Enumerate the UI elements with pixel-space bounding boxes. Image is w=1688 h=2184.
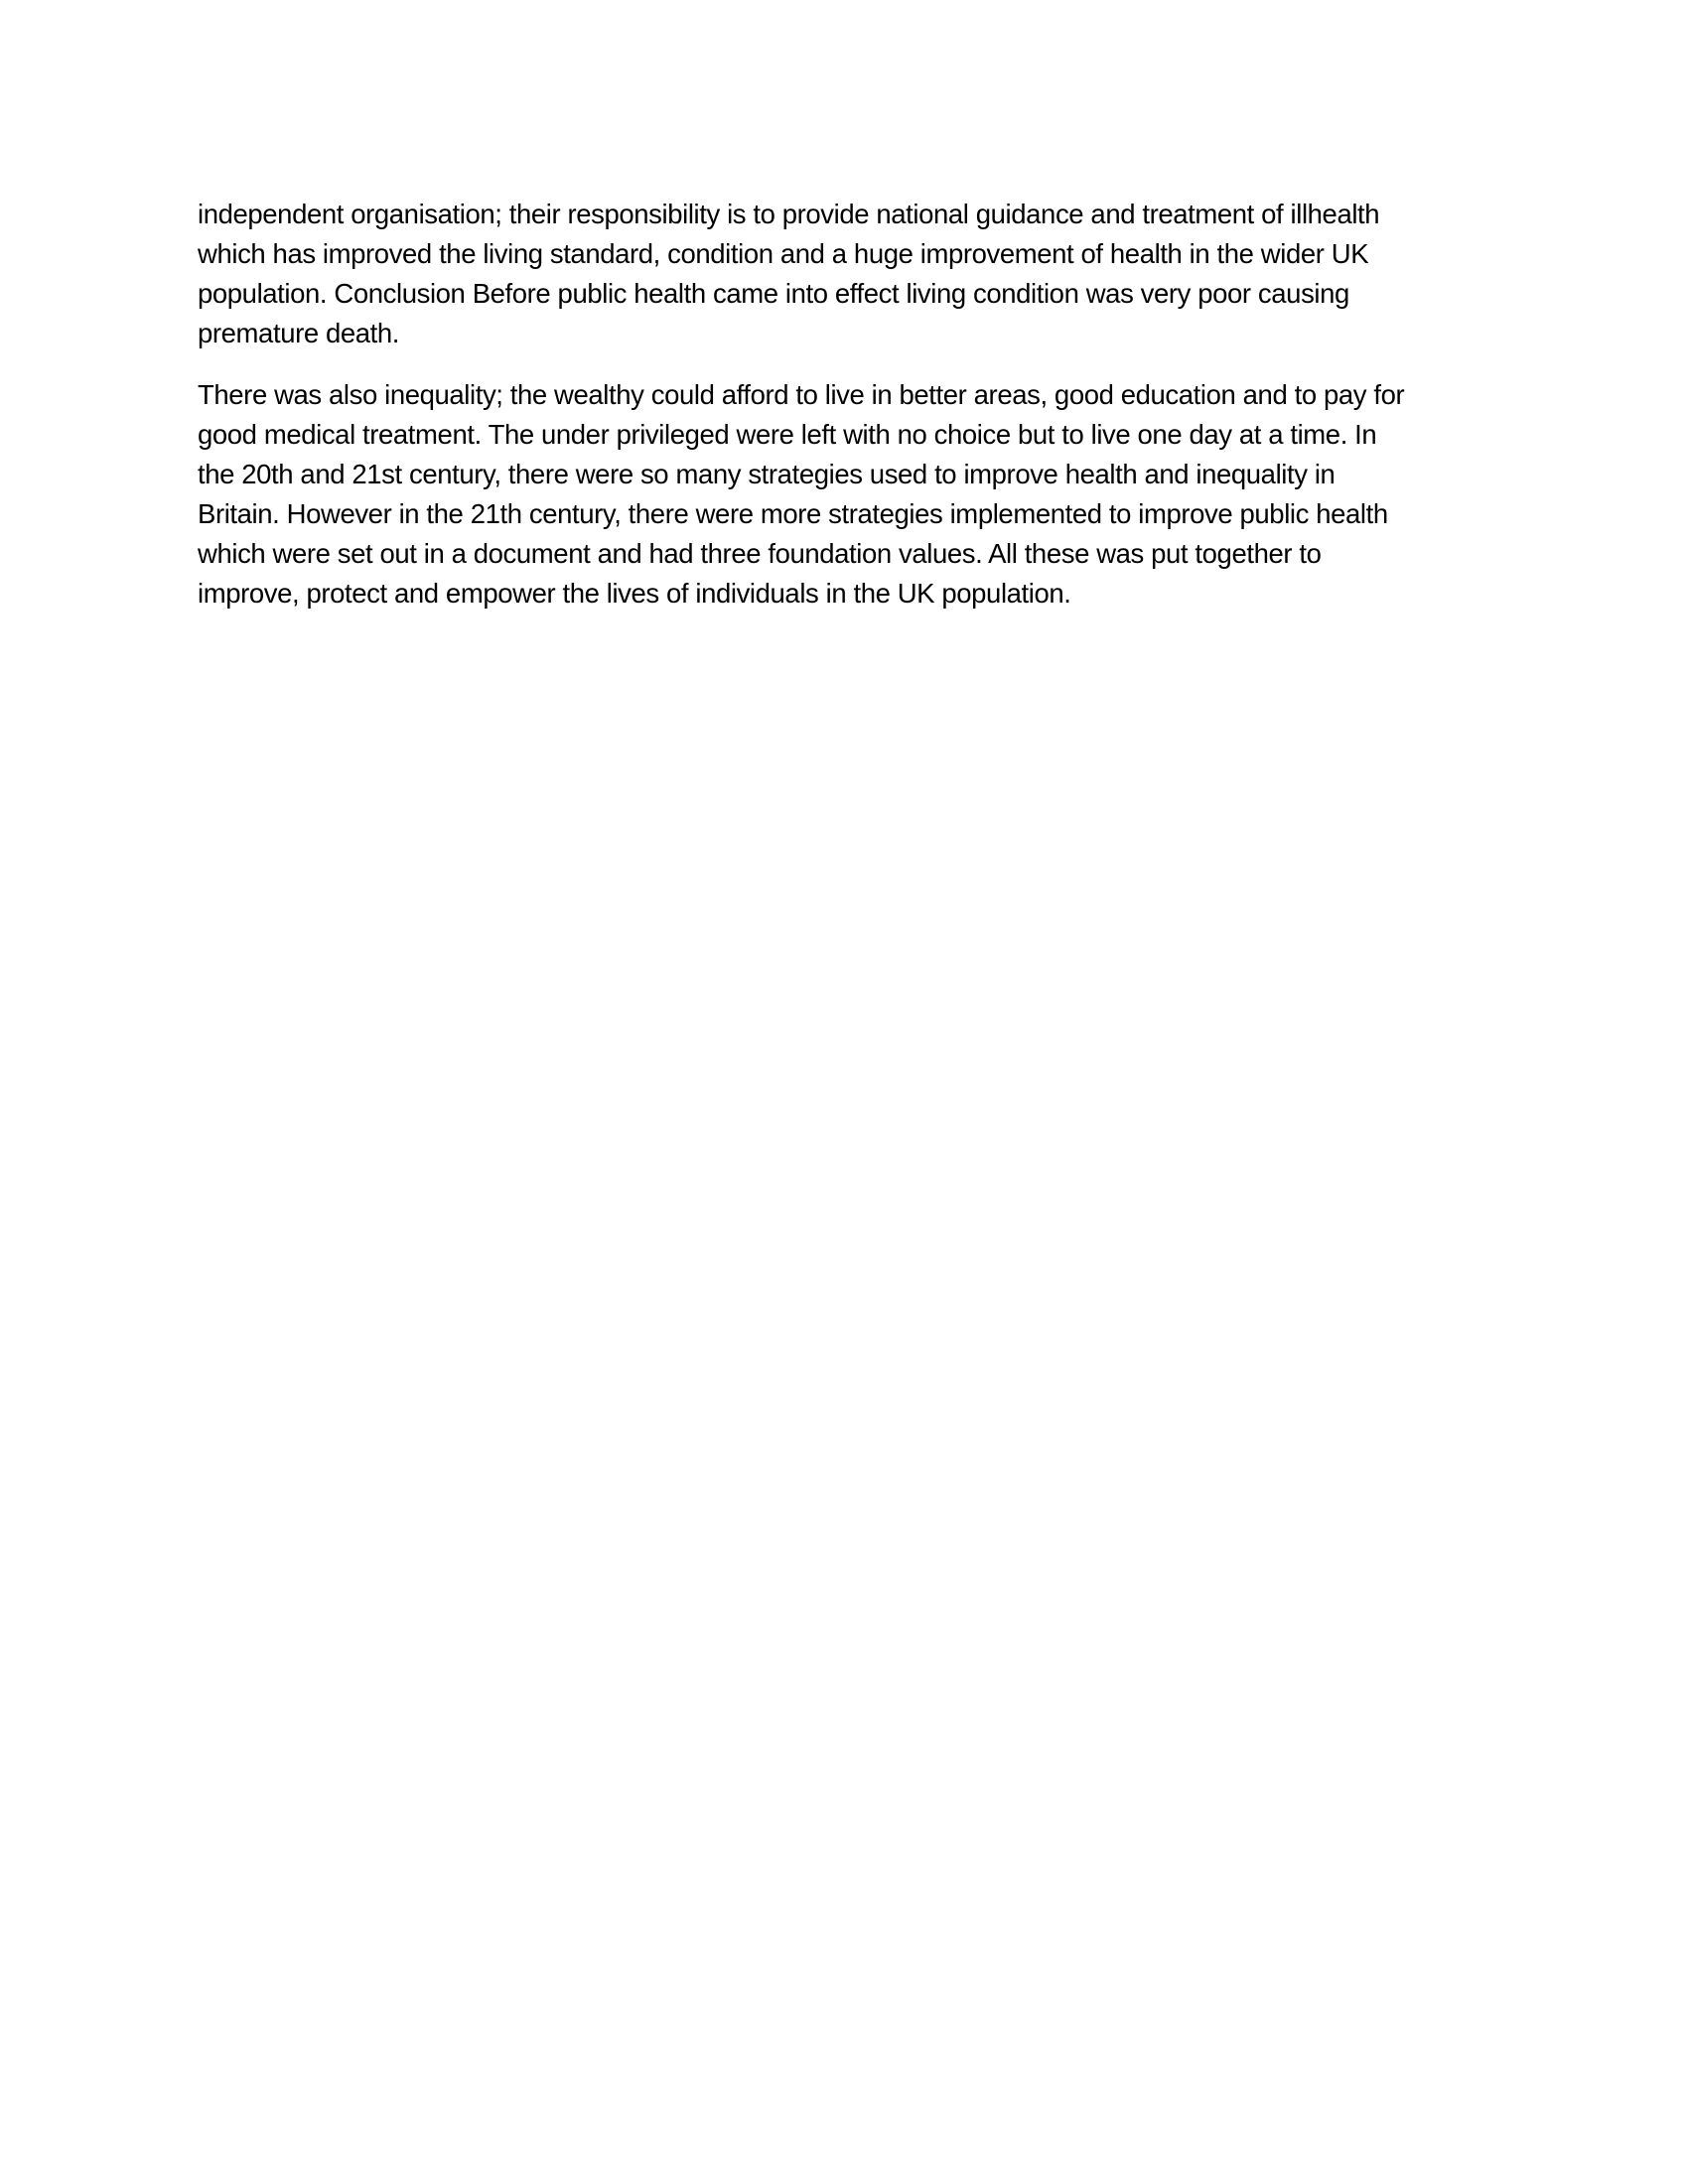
paragraph-2 [198,375,1498,614]
document-body [198,195,1498,635]
text-line: There was also inequality; the wealthy could afford to live in better areas, good education and to pay for [198,379,1405,410]
text-line: which were set out in a document and had three foundation values. All these was put together to [198,538,1322,569]
text-line: population. Conclusion Before public health came into effect living condition was very poor causing [198,278,1349,309]
text-line: Britain. However in the 21th century, there were more strategies implemented to improve public health [198,498,1388,529]
text-line: the 20th and 21st century, there were so many strategies used to improve health and inequality in [198,459,1336,489]
text-line: which has improved the living standard, condition and a huge improvement of health in the wider UK [198,238,1369,269]
text-line: premature death. [198,318,400,348]
paragraph-1 [198,195,1498,353]
text-line: improve, protect and empower the lives of individuals in the UK population. [198,578,1071,609]
text-line: good medical treatment. The under privileged were left with no choice but to live one day at a time. In [198,419,1377,450]
text-line: independent organisation; their responsibility is to provide national guidance and treatment of illhealth [198,199,1380,229]
